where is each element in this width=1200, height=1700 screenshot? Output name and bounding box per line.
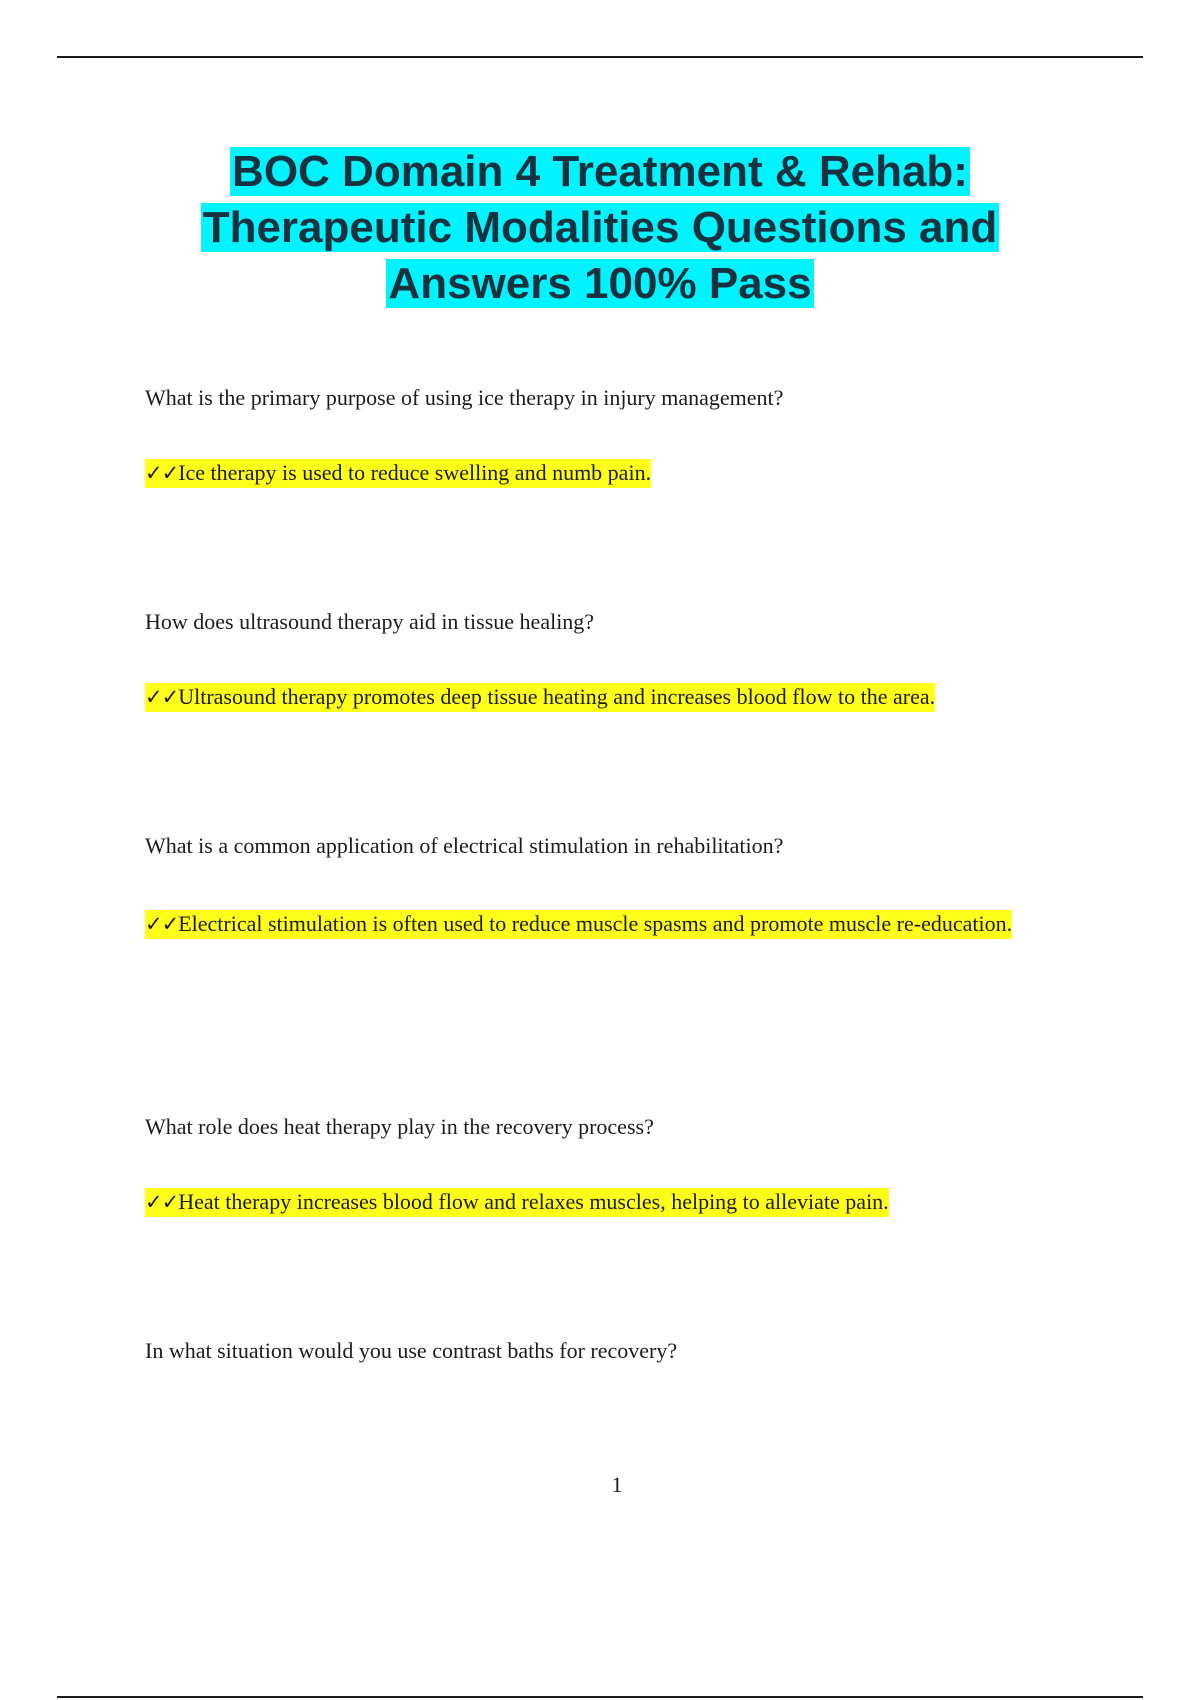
- double-check-icon: ✓✓: [145, 1190, 179, 1214]
- answer-1-text: Ice therapy is used to reduce swelling and numb pain.: [178, 460, 652, 485]
- answer-2-text: Ultrasound therapy promotes deep tissue heating and increases blood flow to the area.: [178, 684, 936, 709]
- question-4: What role does heat therapy play in the recovery process?: [145, 1114, 654, 1139]
- answer-3-text: Electrical stimulation is often used to reduce muscle spasms and promote muscle re-education.: [178, 911, 1013, 936]
- double-check-icon: ✓✓: [145, 685, 179, 709]
- document-title-text: BOC Domain 4 Treatment & Rehab: Therapeutic Modalities Questions and Answers 100% Pass: [202, 147, 998, 308]
- answer-4-text: Heat therapy increases blood flow and relaxes muscles, helping to alleviate pain.: [178, 1189, 889, 1214]
- document-title: [120, 144, 1080, 312]
- answer-3: [145, 895, 1025, 953]
- answer-2: [145, 682, 935, 712]
- answer-4: [145, 1187, 889, 1217]
- question-3: What is a common application of electrical stimulation in rehabilitation?: [145, 833, 784, 858]
- double-check-icon: ✓✓: [145, 461, 179, 485]
- question-2: How does ultrasound therapy aid in tissue healing?: [145, 609, 595, 634]
- question-5: In what situation would you use contrast baths for recovery?: [145, 1338, 678, 1363]
- bottom-rule: [57, 1696, 1143, 1698]
- double-check-icon: ✓✓: [145, 912, 179, 936]
- page-number: 1: [611, 1472, 623, 1497]
- top-rule: [57, 56, 1143, 58]
- answer-1: [145, 458, 651, 488]
- question-1: What is the primary purpose of using ice therapy in injury management?: [145, 385, 784, 410]
